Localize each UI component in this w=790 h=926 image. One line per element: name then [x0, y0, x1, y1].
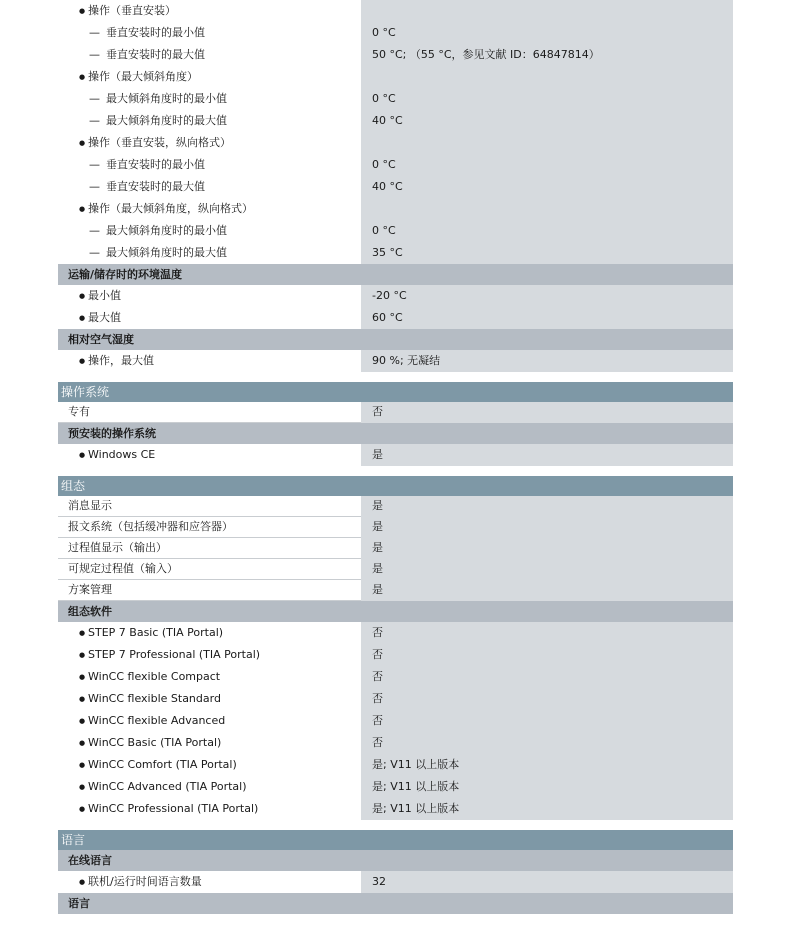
software-value: 否 — [361, 666, 733, 688]
lang-header: 语言 — [58, 830, 733, 850]
spec-row — [58, 88, 733, 110]
tilt-min-label: — 最大倾斜角度时的最小值 — [106, 88, 227, 110]
spec-row — [58, 198, 733, 220]
humidity-max-value: 90 %; 无凝结 — [361, 350, 733, 372]
lang-online-title: 在线语言 — [58, 850, 733, 871]
runtime-lang-count-value: 32 — [361, 871, 733, 893]
software-label: ● STEP 7 Basic (TIA Portal) — [88, 622, 223, 644]
spec-row — [58, 538, 733, 559]
spec-row — [58, 559, 733, 580]
tp-min-label: — 最大倾斜角度时的最小值 — [106, 220, 227, 242]
spec-row — [58, 220, 733, 242]
spec-row — [58, 666, 733, 688]
spec-row — [58, 66, 733, 88]
config-row-label: 可规定过程值（输入） — [68, 562, 178, 575]
os-header: 操作系统 — [58, 382, 733, 402]
vertical-min-label: — 垂直安装时的最小值 — [106, 22, 205, 44]
software-value: 否 — [361, 644, 733, 666]
op-tilt-portrait-label: ● 操作（最大倾斜角度，纵向格式） — [88, 198, 253, 220]
software-value: 否 — [361, 710, 733, 732]
os-wince-label: ● Windows CE — [88, 444, 155, 466]
tilt-max-label: — 最大倾斜角度时的最大值 — [106, 110, 227, 132]
spec-row — [58, 402, 733, 423]
software-label: ● WinCC Basic (TIA Portal) — [88, 732, 221, 754]
humidity-title: 相对空气湿度 — [58, 329, 733, 350]
config-row-label: 消息显示 — [68, 499, 112, 512]
config-row-value: 是 — [361, 559, 733, 580]
spec-row — [58, 350, 733, 372]
software-value: 否 — [361, 688, 733, 710]
tp-min-value: 0 °C — [361, 220, 733, 242]
spec-row — [58, 754, 733, 776]
vertical-min-value: 0 °C — [361, 22, 733, 44]
os-proprietary-value: 否 — [361, 402, 733, 423]
vp-max-label: — 垂直安装时的最大值 — [106, 176, 205, 198]
spec-row — [58, 496, 733, 517]
spec-row — [58, 242, 733, 264]
spec-row — [58, 580, 733, 601]
software-label: ● WinCC Comfort (TIA Portal) — [88, 754, 237, 776]
spec-row — [58, 517, 733, 538]
storage-title: 运输/储存时的环境温度 — [58, 264, 733, 285]
software-value: 否 — [361, 622, 733, 644]
config-row-value: 是 — [361, 538, 733, 559]
spec-row — [58, 285, 733, 307]
spec-row — [58, 798, 733, 820]
software-value: 是; V11 以上版本 — [361, 754, 733, 776]
spec-row — [58, 176, 733, 198]
vp-min-value: 0 °C — [361, 154, 733, 176]
spec-row — [58, 688, 733, 710]
vertical-max-value: 50 °C; （55 °C，参见文献 ID：64847814） — [361, 44, 733, 66]
spec-row — [58, 307, 733, 329]
spec-row — [58, 0, 733, 22]
humidity-max-label: ● 操作，最大值 — [88, 350, 154, 372]
spec-row — [58, 22, 733, 44]
spec-row — [58, 44, 733, 66]
spec-row — [58, 132, 733, 154]
software-label: ● WinCC flexible Compact — [88, 666, 220, 688]
spec-row — [58, 444, 733, 466]
runtime-lang-count-label: ● 联机/运行时间语言数量 — [88, 871, 202, 893]
spec-row — [58, 732, 733, 754]
storage-min-label: ● 最小值 — [88, 285, 121, 307]
config-row-label: 过程值显示（输出） — [68, 541, 167, 554]
config-row-value: 是 — [361, 580, 733, 601]
spec-row — [58, 622, 733, 644]
tp-max-label: — 最大倾斜角度时的最大值 — [106, 242, 227, 264]
config-row-value: 是 — [361, 517, 733, 538]
vp-min-label: — 垂直安装时的最小值 — [106, 154, 205, 176]
spec-row — [58, 154, 733, 176]
spec-sheet — [58, 0, 733, 914]
spec-row — [58, 710, 733, 732]
software-label: ● WinCC Advanced (TIA Portal) — [88, 776, 247, 798]
lang-languages-title: 语言 — [58, 893, 733, 914]
tilt-max-value: 40 °C — [361, 110, 733, 132]
op-vertical-portrait-label: ● 操作（垂直安装，纵向格式） — [88, 132, 231, 154]
spec-row — [58, 644, 733, 666]
os-preinstalled-title: 预安装的操作系统 — [58, 423, 733, 444]
software-label: ● WinCC flexible Advanced — [88, 710, 225, 732]
spec-row — [58, 871, 733, 893]
storage-max-label: ● 最大值 — [88, 307, 121, 329]
os-wince-value: 是 — [361, 444, 733, 466]
software-value: 否 — [361, 732, 733, 754]
storage-min-value: -20 °C — [361, 285, 733, 307]
software-label: ● WinCC Professional (TIA Portal) — [88, 798, 258, 820]
vertical-max-label: — 垂直安装时的最大值 — [106, 44, 205, 66]
config-software-title: 组态软件 — [58, 601, 733, 622]
os-proprietary-label: 专有 — [68, 405, 90, 418]
config-header: 组态 — [58, 476, 733, 496]
tp-max-value: 35 °C — [361, 242, 733, 264]
tilt-min-value: 0 °C — [361, 88, 733, 110]
vp-max-value: 40 °C — [361, 176, 733, 198]
op-tilt-label: ● 操作（最大倾斜角度） — [88, 66, 198, 88]
software-value: 是; V11 以上版本 — [361, 776, 733, 798]
config-row-value: 是 — [361, 496, 733, 517]
config-row-label: 方案管理 — [68, 583, 112, 596]
spec-row — [58, 776, 733, 798]
software-label: ● WinCC flexible Standard — [88, 688, 221, 710]
config-row-label: 报文系统（包括缓冲器和应答器） — [68, 520, 233, 533]
op-vertical-label: ● 操作（垂直安装） — [88, 0, 176, 22]
software-label: ● STEP 7 Professional (TIA Portal) — [88, 644, 260, 666]
spec-row — [58, 110, 733, 132]
software-value: 是; V11 以上版本 — [361, 798, 733, 820]
storage-max-value: 60 °C — [361, 307, 733, 329]
